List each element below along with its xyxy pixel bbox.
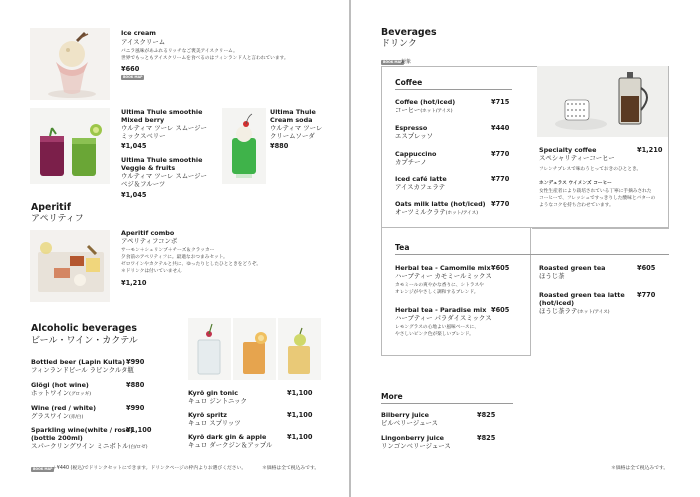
- drink-glogi-name-en: Glögi (hot wine): [31, 381, 89, 389]
- coffee-2-name-en: Espresso: [395, 124, 428, 132]
- drink-sparkling-name-en: Sparkling wine(white / rose): [31, 426, 133, 434]
- smoothie-berry-name-jp-2: ミックスベリー: [121, 132, 166, 140]
- more-2-name-en: Lingonberry juice: [381, 434, 444, 442]
- aperitif-combo-name-jp: アペリティフコンボ: [121, 237, 178, 245]
- menu-page-left: [0, 0, 349, 497]
- cream-soda-name-jp-1: ウルティマ ツーレ: [270, 124, 323, 132]
- tea-3-price: ¥605: [637, 264, 656, 272]
- tea-4-price: ¥770: [637, 291, 656, 299]
- frame-cover: [532, 227, 669, 229]
- drink-spritz-price: ¥1,100: [287, 411, 313, 419]
- footer-book-map-badge: BOOK MAP: [33, 467, 53, 471]
- tea-2-desc-2: やさしいピンク色が楽しいブレンド。: [395, 332, 474, 337]
- beverages-heading-jp: ドリンク: [381, 39, 417, 49]
- book-map-target-label: 対象: [401, 59, 412, 65]
- more-rule: [381, 403, 513, 404]
- drink-sparkling-jp-note: (白/ロゼ): [128, 445, 148, 450]
- aperitif-heading-en: Aperitif: [31, 202, 71, 213]
- tea-3-name-en: Roasted green tea: [539, 264, 606, 272]
- ice-cream-desc-2: 世界でもっともアイスクリームを食べるのはフィンランド人と言われています。: [121, 56, 289, 61]
- more-1-price: ¥825: [477, 411, 496, 419]
- drink-sparkling-jp-main: スパークリングワイン ミニボトル: [31, 442, 129, 450]
- specialty-coffee-desc-2: 女性生産者により栽培されている丁寧に手摘みされた: [539, 189, 652, 194]
- aperitif-combo-desc-1: サーモン＋シュリンプ＋チーズ＆クラッカー: [121, 248, 215, 253]
- alcoholic-heading-jp: ビール・ワイン・カクテル: [31, 336, 138, 346]
- aperitif-combo-desc-2: 夕食前のアペリティフに。最適なおつまみセット。: [121, 255, 228, 260]
- specialty-coffee-origin: ホンデュラス ウイメンズ コーヒー: [539, 181, 612, 186]
- tea-4-name-en-2: (hot/iced): [539, 299, 575, 307]
- smoothie-berry-name-jp-1: ウルティマ ツーレ スムージー: [121, 124, 207, 132]
- cream-soda-photo: [222, 108, 266, 184]
- drink-gin-tonic-name-en: Kyrö gin tonic: [188, 389, 238, 397]
- aperitif-combo-name-en: Aperitif combo: [121, 229, 175, 237]
- smoothie-veggie-name-en-2: Veggie & fruits: [121, 164, 176, 172]
- tea-4-jp-main: ほうじ茶ラテ: [539, 307, 578, 315]
- ice-cream-price: ¥660: [121, 65, 140, 73]
- drink-beer-name-en: Bottled beer (Lapin Kulta): [31, 358, 126, 366]
- tax-note-left: ＊価格は全て税込みです。: [262, 466, 320, 471]
- tea-2-price: ¥605: [491, 306, 510, 314]
- spritz-photo: [233, 318, 276, 380]
- drink-dark-gin-name-en: Kyrö dark gin & apple: [188, 433, 267, 441]
- specialty-coffee-price: ¥1,210: [637, 146, 663, 154]
- coffee-1-jp-note: (ホット/アイス): [420, 109, 453, 114]
- tea-3-name-jp: ほうじ茶: [539, 272, 565, 280]
- ice-cream-name-en: Ice cream: [121, 29, 156, 37]
- tea-4-jp-note: (ホット/アイス): [577, 310, 610, 315]
- coffee-3-name-jp: カプチーノ: [395, 158, 427, 166]
- drink-gin-tonic-price: ¥1,100: [287, 389, 313, 397]
- coffee-rule: [395, 89, 512, 90]
- coffee-5-jp-main: オーツミルクラテ: [395, 208, 446, 216]
- coffee-3-name-en: Cappuccino: [395, 150, 437, 158]
- book-map-target-badge: BOOK MAP: [383, 60, 403, 64]
- coffee-1-name-en: Coffee (hot/iced): [395, 98, 456, 106]
- tea-heading: Tea: [395, 243, 410, 252]
- smoothie-veggie-name-en-1: Ultima Thule smoothie: [121, 156, 203, 164]
- drink-wine-name-en: Wine (red / white): [31, 404, 97, 412]
- alcoholic-heading-en: Alcoholic beverages: [31, 323, 137, 334]
- specialty-coffee-name-jp: スペシャリティーコーヒー: [539, 154, 615, 162]
- tea-rule: [395, 254, 669, 255]
- more-1-name-en: Bilberry juice: [381, 411, 429, 419]
- more-1-name-jp: ビルベリージュース: [381, 419, 438, 427]
- drink-glogi-name-jp: [31, 389, 91, 399]
- tea-4-name-jp: [539, 307, 610, 317]
- tea-2-name-en: Herbal tea - Paradise mix: [395, 306, 487, 314]
- coffee-4-name-jp: アイスカフェラテ: [395, 183, 446, 191]
- aperitif-combo-price: ¥1,210: [121, 279, 147, 287]
- drink-glogi-jp-main: ホットワイン: [31, 389, 70, 397]
- drink-set-note: ＋¥440 (税込)でドリンクセットにできます。ドリンクページの枠内よりお選びください。: [52, 466, 247, 471]
- drink-spritz-name-en: Kyrö spritz: [188, 411, 227, 419]
- drink-wine-name-jp: [31, 412, 83, 422]
- ice-cream-photo: [30, 28, 110, 100]
- specialty-coffee-photo: [537, 66, 668, 137]
- coffee-5-name-jp: [395, 208, 478, 218]
- aperitif-heading-jp: アペリティフ: [31, 214, 84, 224]
- smoothie-veggie-name-jp-2: ベジ＆フルーツ: [121, 180, 166, 188]
- cream-soda-name-jp-2: クリームソーダ: [270, 132, 315, 140]
- tea-1-desc-1: カモミールの爽やかな香りに、シトラスや: [395, 283, 484, 288]
- drink-glogi-jp-note: (グロッギ): [69, 392, 92, 397]
- more-heading: More: [381, 392, 403, 401]
- tea-2-name-jp: ハーブティー パラダイスミックス: [395, 314, 492, 322]
- aperitif-combo-desc-3: ゼロワインやカクテルと共に、ゆったりとしたひとときをどうぞ。: [121, 262, 262, 267]
- book-map-badge: BOOK MAP: [123, 75, 143, 79]
- drink-sparkling-name-jp: [31, 442, 148, 452]
- drink-beer-price: ¥990: [126, 358, 145, 366]
- more-2-price: ¥825: [477, 434, 496, 442]
- tax-note-right: ＊価格は全て税込みです。: [611, 466, 669, 471]
- tea-1-name-en: Herbal tea - Camomile mix: [395, 264, 491, 272]
- cream-soda-name-en-2: Cream soda: [270, 116, 313, 124]
- coffee-1-name-jp: [395, 106, 453, 116]
- smoothie-berry-name-en-2: Mixed berry: [121, 116, 165, 124]
- tea-1-name-jp: ハーブティー カモミールミックス: [395, 272, 492, 280]
- aperitif-combo-photo: [30, 230, 110, 302]
- drink-wine-price: ¥990: [126, 404, 145, 412]
- coffee-1-price: ¥715: [491, 98, 510, 106]
- cream-soda-name-en-1: Ultima Thule: [270, 108, 316, 116]
- coffee-1-jp-main: コーヒー: [395, 106, 421, 114]
- specialty-coffee-desc: フレンチプレスで味わうとっておきのひととき。: [539, 167, 642, 172]
- coffee-5-name-en: Oats milk latte (hot/iced): [395, 200, 486, 208]
- menu-page-right: [351, 0, 700, 497]
- gin-tonic-photo: [188, 318, 231, 380]
- drink-beer-name-jp: フィンランドビール ラピンクルタ瓶: [31, 366, 134, 374]
- coffee-2-name-jp: エスプレッソ: [395, 132, 434, 140]
- ice-cream-name-jp: アイスクリーム: [121, 38, 166, 46]
- coffee-5-jp-note: (ホット/アイス): [445, 211, 478, 216]
- drink-spritz-name-jp: キュロ スプリッツ: [188, 419, 241, 427]
- drink-dark-gin-name-jp: キュロ ダークジン＆アップル: [188, 441, 273, 449]
- more-2-name-jp: リンゴンベリージュース: [381, 442, 451, 450]
- specialty-coffee-desc-3: コーヒーで、フレッシュですっきりした酸味とバターの: [539, 196, 656, 201]
- smoothie-photo: [30, 108, 110, 184]
- coffee-2-price: ¥440: [491, 124, 510, 132]
- drink-sparkling-price: ¥1,100: [126, 426, 152, 434]
- smoothie-berry-name-en-1: Ultima Thule smoothie: [121, 108, 203, 116]
- tea-1-price: ¥605: [491, 264, 510, 272]
- drink-glogi-price: ¥880: [126, 381, 145, 389]
- ice-cream-desc-1: バニラ風味があふれるリッチなご褒美アイスクリーム。: [121, 49, 238, 54]
- drink-wine-jp-note: (赤/白): [68, 415, 84, 420]
- drink-dark-gin-price: ¥1,100: [287, 433, 313, 441]
- tea-2-desc-1: レモングラスの心地よい風味ベースに、: [395, 325, 479, 330]
- drink-wine-jp-main: グラスワイン: [31, 412, 69, 420]
- aperitif-combo-desc-4: ＊ドリンクは付いていません: [121, 269, 182, 274]
- smoothie-veggie-price: ¥1,045: [121, 191, 147, 199]
- drink-gin-tonic-name-jp: キュロ ジントニック: [188, 397, 247, 405]
- smoothie-veggie-name-jp-1: ウルティマ ツーレ スムージー: [121, 172, 207, 180]
- specialty-coffee-name-en: Specialty coffee: [539, 146, 597, 154]
- coffee-4-name-en: Iced café latte: [395, 175, 447, 183]
- tea-1-desc-2: オレンジがやさしく調和するブレンド。: [395, 290, 479, 295]
- dark-gin-apple-photo: [278, 318, 321, 380]
- cream-soda-price: ¥880: [270, 142, 289, 150]
- coffee-5-price: ¥770: [491, 200, 510, 208]
- specialty-coffee-desc-4: ようなコクを持ち合わせています。: [539, 203, 614, 208]
- beverages-heading-en: Beverages: [381, 27, 437, 38]
- tea-4-name-en: Roasted green tea latte: [539, 291, 625, 299]
- smoothie-berry-price: ¥1,045: [121, 142, 147, 150]
- coffee-3-price: ¥770: [491, 150, 510, 158]
- coffee-4-price: ¥770: [491, 175, 510, 183]
- coffee-heading: Coffee: [395, 78, 423, 87]
- drink-sparkling-name-en-2: (bottle 200ml): [31, 434, 83, 442]
